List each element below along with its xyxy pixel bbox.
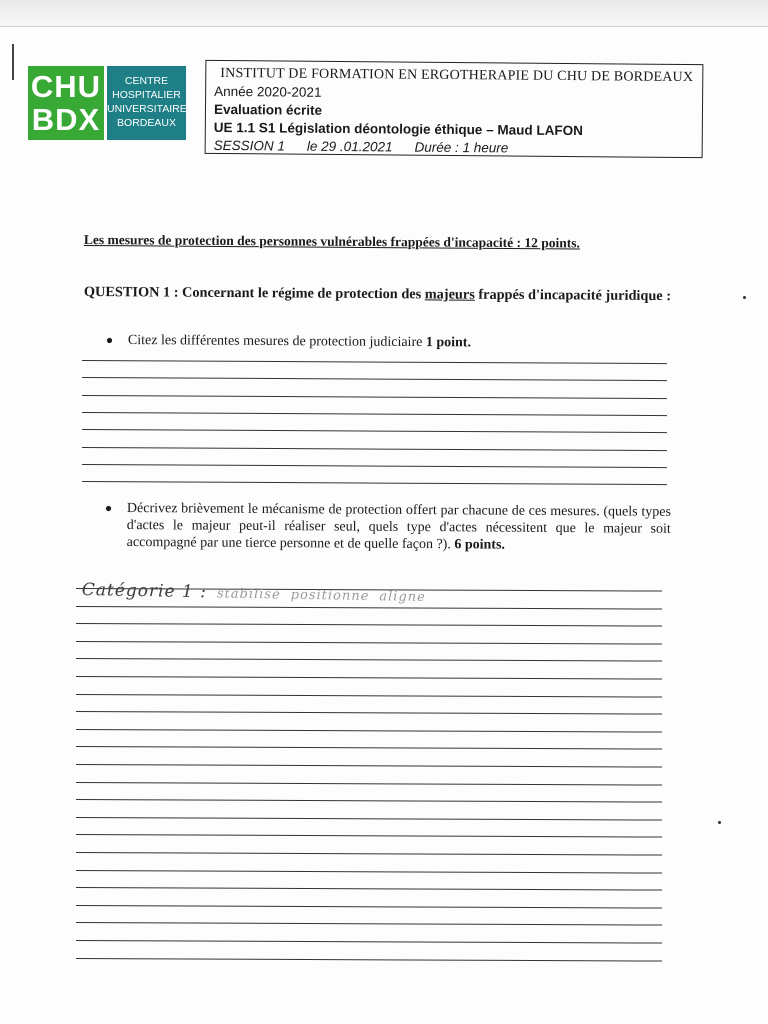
logo-name-block (107, 66, 186, 140)
scan-dot (743, 296, 746, 299)
answer-line (82, 429, 667, 433)
answer-line (76, 782, 662, 786)
scan-top-edge (0, 0, 768, 27)
question-1 (84, 284, 676, 305)
evaluation-type: Evaluation écrite (213, 101, 323, 118)
bullet-item-2 (104, 500, 671, 555)
answer-line (76, 940, 662, 944)
academic-year: Année 2020-2021 (214, 83, 322, 100)
answer-line (76, 746, 662, 750)
answer-line (76, 834, 662, 838)
answer-line (76, 658, 662, 662)
answer-line (76, 817, 662, 821)
handwritten-label: Catégorie 1 : (81, 580, 208, 603)
question-1-suffix: frappés d'incapacité juridique : (474, 286, 672, 305)
logo-line: HOSPITALIER (112, 89, 181, 101)
answer-line (82, 481, 667, 485)
answer-line (76, 711, 662, 715)
logo-line: BORDEAUX (117, 117, 176, 129)
answer-line (76, 623, 662, 627)
answer-line (82, 377, 667, 381)
answer-line (76, 852, 662, 856)
bullet-1-text: Citez les différentes mesures de protection judiciaire (127, 332, 426, 351)
answer-line (82, 360, 667, 364)
logo-line: UNIVERSITAIRE (107, 103, 187, 115)
exam-date: le 29 .01.2021 (306, 138, 393, 155)
handwritten-answer (82, 580, 602, 609)
bullet-dot: ● (105, 332, 114, 347)
answer-line (82, 447, 667, 451)
handwritten-word: aligne (379, 589, 426, 606)
institute-name: INSTITUT DE FORMATION EN ERGOTHERAPIE DU CHU DE BORDEAUX (220, 65, 694, 86)
answer-line (76, 870, 662, 874)
logo-bdx-text: BDX (31, 102, 101, 137)
answer-line (76, 641, 662, 645)
answer-line (82, 395, 667, 399)
answer-line (82, 412, 667, 416)
course-unit: UE 1.1 S1 Législation déontologie éthique – Maud LAFON (213, 119, 583, 139)
exam-duration: Durée : 1 heure (414, 139, 509, 156)
answer-line (76, 799, 662, 803)
answer-line (82, 464, 667, 468)
section-title: Les mesures de protection des personnes vulnérables frappées d'incapacité : 12 points. (83, 232, 580, 251)
question-1-prefix: QUESTION 1 : Concernant le régime de protection des (83, 284, 425, 303)
handwritten-word: positionne (290, 587, 370, 605)
answer-line (76, 905, 662, 909)
answer-line (76, 729, 662, 733)
answer-line (76, 922, 662, 926)
chu-bordeaux-logo (28, 66, 186, 140)
scan-dot (718, 821, 721, 824)
logo-chu-text: CHU (30, 69, 102, 104)
bullet-2-text: Décrivez brièvement le mécanisme de protection offert par chacune de ces mesures. (quels types d'actes le majeur peut-il réaliser seul, quels type d'actes nécessitent que le majeur soit accompagné par une tierce personne et de quelle façon ?). (126, 500, 671, 553)
session-line (214, 137, 694, 159)
logo-line: CENTRE (124, 75, 169, 87)
bullet-1-points: 1 point. (425, 335, 472, 351)
answer-line (76, 694, 662, 698)
answer-line (76, 676, 662, 680)
bullet-2-points: 6 points. (454, 537, 505, 553)
session-number: SESSION 1 (213, 137, 286, 154)
logo-chu-block (28, 66, 104, 140)
answer-line (76, 764, 662, 768)
question-1-keyword: majeurs (424, 286, 475, 303)
scan-mark (12, 44, 14, 80)
bullet-dot: ● (104, 500, 113, 515)
exam-header-box (205, 60, 704, 158)
answer-line (76, 958, 662, 962)
answer-line (76, 887, 662, 891)
bullet-item-1 (105, 332, 668, 353)
handwritten-word: stabilise (216, 586, 281, 603)
